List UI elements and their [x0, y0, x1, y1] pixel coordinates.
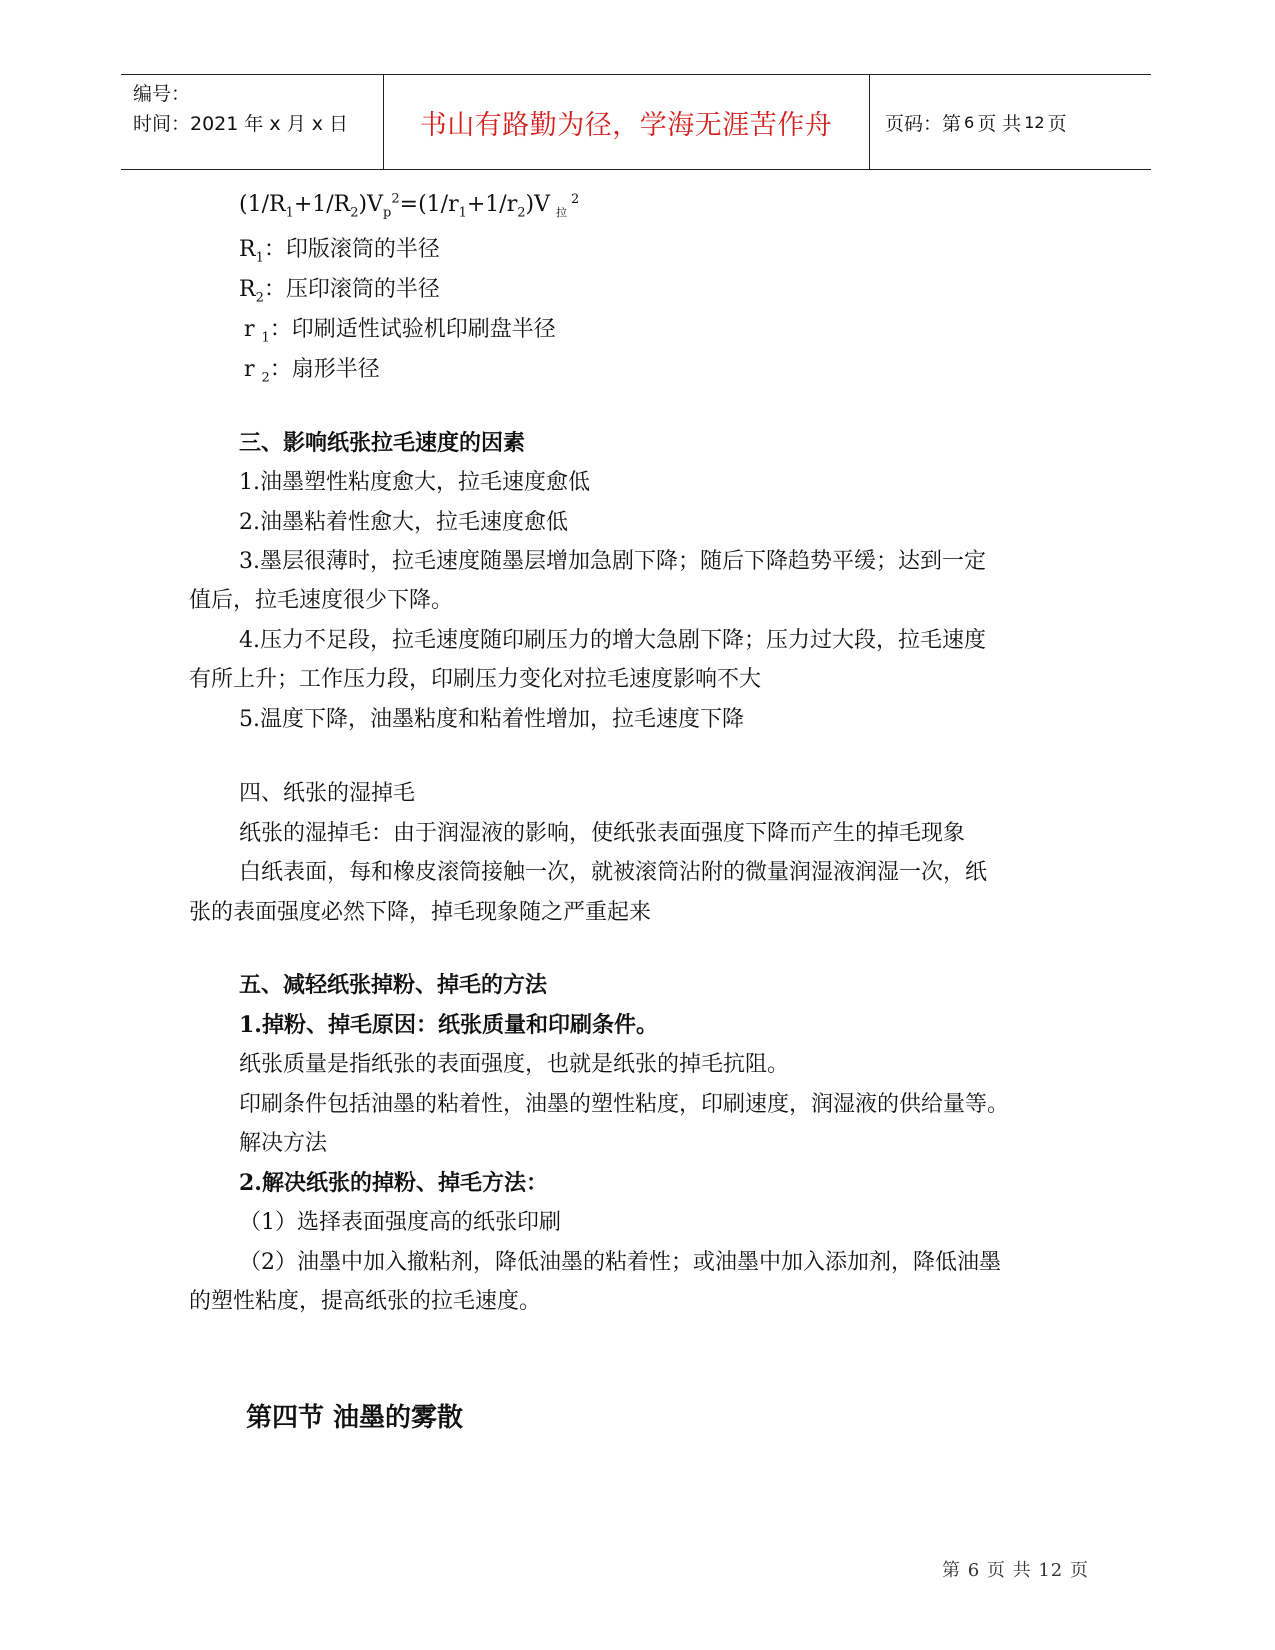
section-heading: 第四节 油墨的雾散 — [246, 1403, 464, 1433]
page-current: 6 — [964, 112, 975, 132]
paragraph-line: （1）选择表面强度高的纸张印刷 — [239, 1210, 561, 1235]
formula: $(1/R_1+1/R_2)V_p^2=(1/r_1+1/r_2)V$ $_拉^2$ — [239, 191, 580, 221]
page-header — [121, 74, 1151, 170]
subsection-title: 1.掉粉、掉毛原因：纸张质量和印刷条件。 — [239, 1012, 658, 1038]
page-total: 12 — [1024, 112, 1045, 132]
paragraph-line: 白纸表面，每和橡皮滚筒接触一次，就被滚筒沾附的微量润湿液润湿一次，纸 — [239, 860, 988, 885]
paragraph-line: （2）油墨中加入撤粘剂，降低油墨的粘着性；或油墨中加入添加剂，降低油墨 — [239, 1250, 1001, 1275]
paragraph-line: 有所上升；工作压力段，印刷压力变化对拉毛速度影响不大 — [189, 667, 762, 692]
paragraph-line: 张的表面强度必然下降，掉毛现象随之严重起来 — [189, 900, 652, 925]
paragraph-line: 纸张的湿掉毛：由于润湿液的影响，使纸张表面强度下降而产生的掉毛现象 — [239, 821, 966, 846]
paragraph-line: 纸张质量是指纸张的表面强度，也就是纸张的掉毛抗阻。 — [239, 1052, 790, 1077]
header-motto: 书山有路勤为径，学海无涯苦作舟 — [419, 109, 833, 141]
section-title: 五、减轻纸张掉粉、掉毛的方法 — [239, 972, 548, 998]
page-mid: 页 共 — [977, 112, 1022, 135]
paragraph-line: 1.油墨塑性粘度愈大，拉毛速度愈低 — [239, 470, 590, 495]
page-suffix: 页 — [1047, 112, 1067, 135]
definition-line: $R_1$：印版滚筒的半径 — [239, 237, 440, 266]
doc-number-label: 编号： — [133, 83, 191, 105]
section-title: 三、影响纸张拉毛速度的因素 — [239, 430, 526, 456]
paragraph-line: 的塑性粘度，提高纸张的拉毛速度。 — [189, 1289, 542, 1314]
paragraph-line: 印刷条件包括油墨的粘着性，油墨的塑性粘度，印刷速度，润湿液的供给量等。 — [239, 1092, 1010, 1117]
paragraph-line: 4.压力不足段，拉毛速度随印刷压力的增大急剧下降；压力过大段，拉毛速度 — [239, 628, 986, 653]
paragraph-line: 3.墨层很薄时，拉毛速度随墨层增加急剧下降；随后下降趋势平缓；达到一定 — [239, 549, 986, 574]
page-prefix: 页码：第 — [885, 112, 962, 135]
definition-line: r $_1$：印刷适性试验机印刷盘半径 — [244, 317, 556, 346]
paragraph-line: 5.温度下降，油墨粘度和粘着性增加，拉毛速度下降 — [239, 707, 744, 732]
doc-time-label: 时间：2021 年 x 月 x 日 — [133, 113, 349, 135]
header-page-info — [885, 75, 1067, 169]
subsection-title: 2.解决纸张的掉粉、掉毛方法： — [239, 1170, 548, 1196]
definition-line: r $_2$：扇形半径 — [244, 357, 380, 386]
paragraph-line: 解决方法 — [239, 1131, 328, 1156]
header-divider — [869, 75, 870, 169]
section-title: 四、纸张的湿掉毛 — [239, 781, 416, 806]
header-meta — [133, 79, 348, 139]
definition-line: $R_2$：压印滚筒的半径 — [239, 277, 440, 306]
paragraph-line: 值后，拉毛速度很少下降。 — [189, 588, 454, 613]
paragraph-line: 2.油墨粘着性愈大，拉毛速度愈低 — [239, 510, 568, 535]
page-footer: 第 6 页 共 12 页 — [942, 1560, 1089, 1581]
